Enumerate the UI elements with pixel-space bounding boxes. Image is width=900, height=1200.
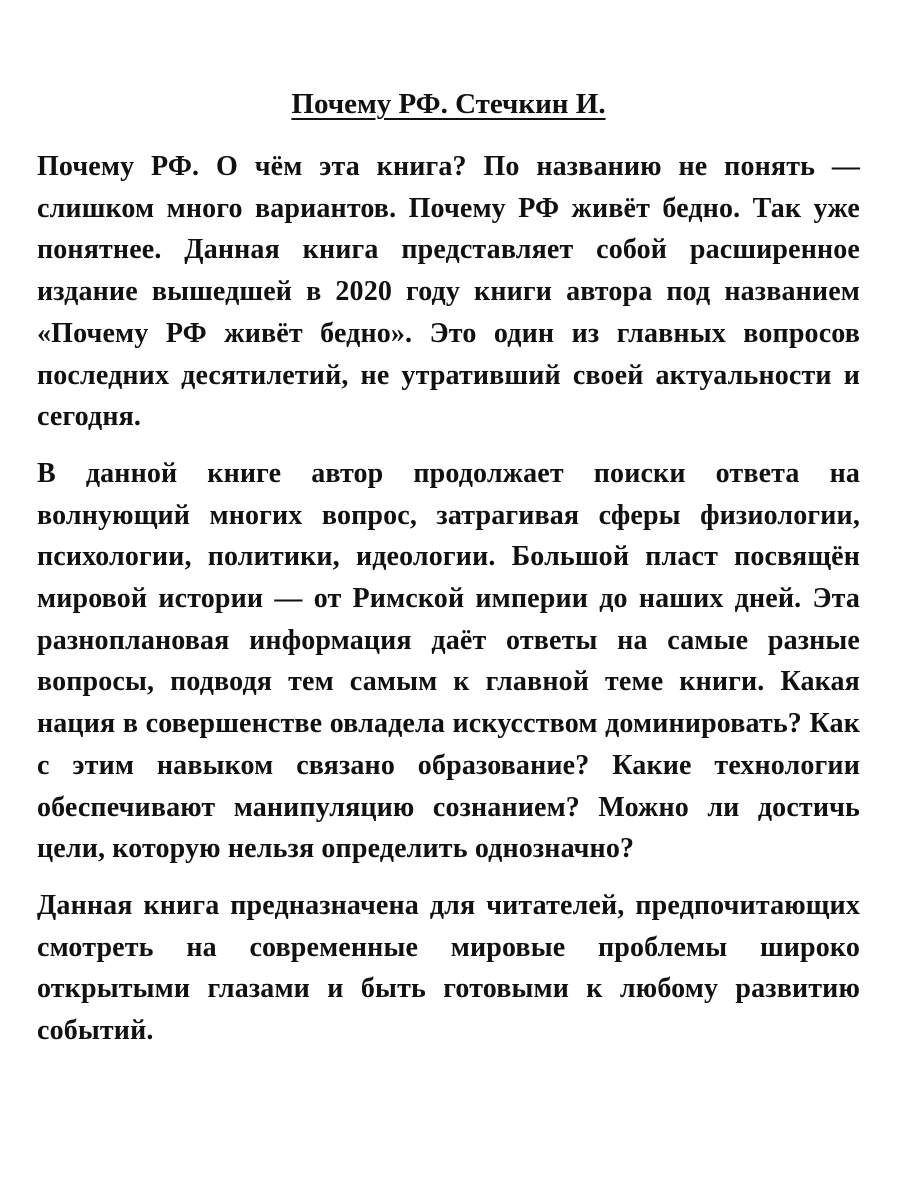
document-page <box>37 82 860 1067</box>
document-title: Почему РФ. Стечкин И. <box>291 88 606 120</box>
paragraph-intro: Почему РФ. О чём эта книга? По названию не понять — слишком много вариантов. Почему РФ живёт бедно. Так уже понятнее. Данная книга представляет собой расширенное издание вышедшей в 2020 году книги автора под названием «Почему РФ живёт бедно». Это один из главных вопросов последних десятилетий, не утративший своей актуальности и сегодня. <box>37 151 860 433</box>
paragraph-content: В данной книге автор продолжает поиски ответа на волнующий многих вопрос, затрагивая сферы физиологии, психологии, политики, идеологии. Большой пласт посвящён мировой истории — от Римской империи до наших дней. Эта разноплановая информация даёт ответы на самые разные вопросы, подводя тем самым к главной теме книги. Какая нация в совершенстве овладела искусством доминировать? Как с этим навыком связано образование? Какие технологии обеспечивают манипуляцию сознанием? Можно ли достичь цели, которую нельзя определить однозначно? <box>37 457 860 865</box>
paragraph-audience: Данная книга предназначена для читателей, предпочитающих смотреть на современные мировые проблемы широко открытыми глазами и быть готовыми к любому развитию событий. <box>37 889 860 1047</box>
